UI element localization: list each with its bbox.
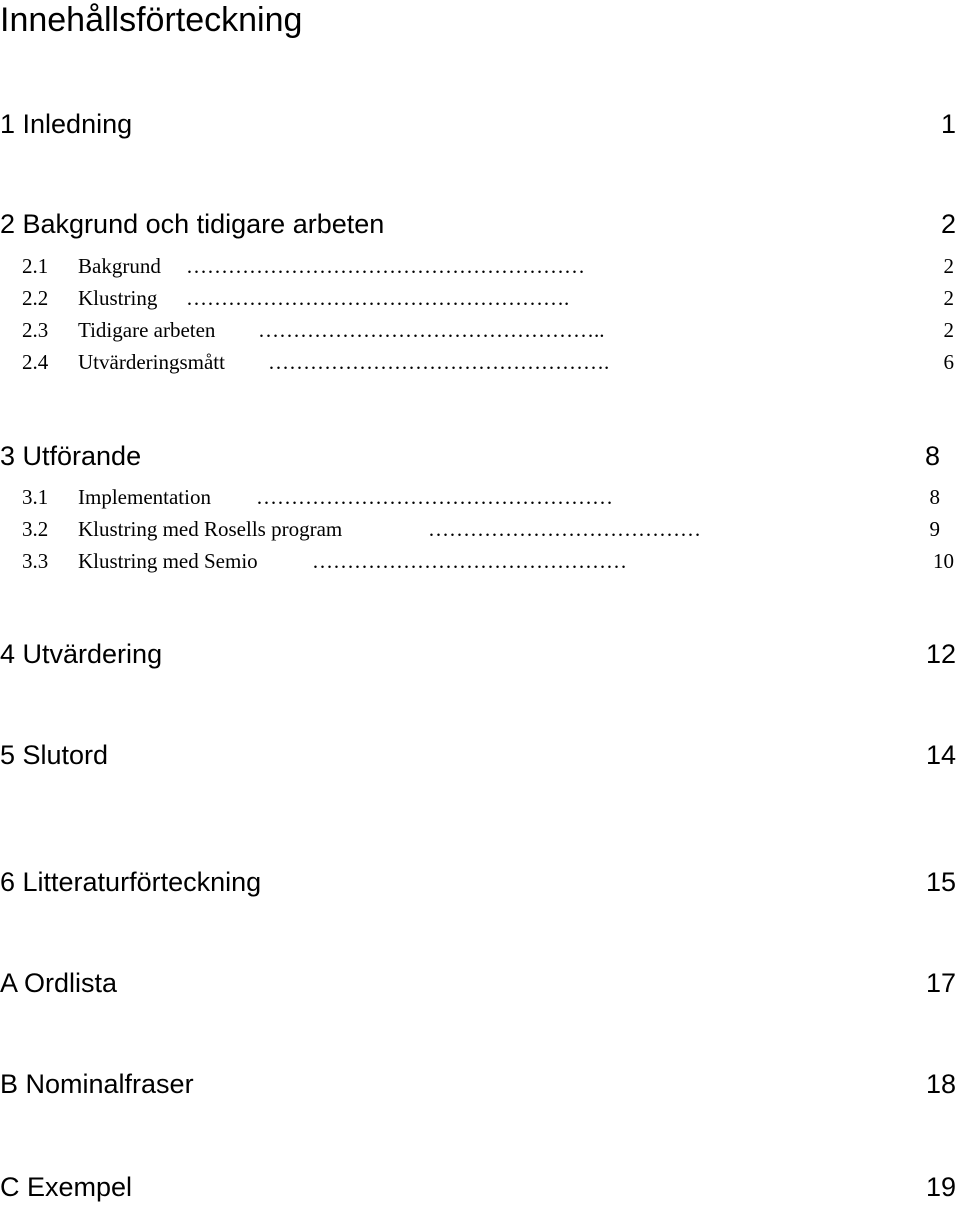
section-page-number: 9 [929, 517, 940, 541]
chapter-page-number: 2 [940, 209, 956, 239]
section-title: Tidigare arbeten [78, 318, 216, 342]
dot-leader: ………………………………………………… [186, 254, 585, 278]
chapter-title: 4 Utvärdering [0, 639, 163, 669]
chapter-page-number: 14 [925, 740, 956, 770]
chapter-title: 1 Inledning [0, 109, 133, 139]
chapter-page-number: 8 [924, 441, 940, 471]
chapter-title: A Ordlista [0, 968, 118, 998]
section-page-number: 10 [933, 549, 954, 573]
chapter-title: 3 Utförande [0, 441, 142, 471]
section-number: 3.2 [22, 517, 49, 541]
toc-section [22, 482, 954, 512]
chapter-page-number: 1 [940, 109, 956, 139]
chapter-page-number: 18 [925, 1069, 956, 1099]
section-number: 3.1 [22, 485, 49, 509]
toc-section [22, 347, 954, 377]
section-number: 2.2 [22, 286, 49, 310]
chapter-page-number: 17 [925, 968, 956, 998]
section-title: Klustring med Semio [78, 549, 258, 573]
section-page-number: 8 [929, 485, 940, 509]
section-number: 2.4 [22, 350, 49, 374]
section-page-number: 2 [943, 254, 954, 278]
dot-leader: …………………………………………… [256, 485, 613, 509]
chapter-page-number: 15 [925, 867, 956, 897]
section-title: Klustring [78, 286, 158, 310]
dot-leader: ………………………………………………. [186, 286, 570, 310]
toc-section [22, 283, 954, 313]
section-title: Implementation [78, 485, 211, 509]
dot-leader: ……………………………………… [312, 549, 627, 573]
section-page-number: 6 [943, 350, 954, 374]
section-page-number: 2 [943, 286, 954, 310]
chapter-title: 5 Slutord [0, 740, 109, 770]
chapter-title: 2 Bakgrund och tidigare arbeten [0, 209, 385, 239]
toc-section [22, 315, 954, 345]
section-number: 2.3 [22, 318, 49, 342]
chapter-title: B Nominalfraser [0, 1069, 194, 1099]
page-title: Innehållsförteckning [0, 1, 303, 39]
dot-leader: ………………………………… [428, 517, 701, 541]
section-title: Bakgrund [78, 254, 161, 278]
dot-leader: …………………………………………. [268, 350, 610, 374]
toc-section [22, 514, 954, 544]
chapter-page-number: 12 [925, 639, 956, 669]
toc-section [22, 546, 954, 576]
chapter-title: 6 Litteraturförteckning [0, 867, 262, 897]
section-page-number: 2 [943, 318, 954, 342]
section-number: 3.3 [22, 549, 49, 573]
chapter-title: C Exempel [0, 1172, 133, 1202]
dot-leader: ………………………………………….. [258, 318, 605, 342]
chapter-page-number: 19 [925, 1172, 956, 1202]
section-title: Utvärderingsmått [78, 350, 225, 374]
section-title: Klustring med Rosells program [78, 517, 343, 541]
section-number: 2.1 [22, 254, 49, 278]
toc-section [22, 251, 954, 281]
